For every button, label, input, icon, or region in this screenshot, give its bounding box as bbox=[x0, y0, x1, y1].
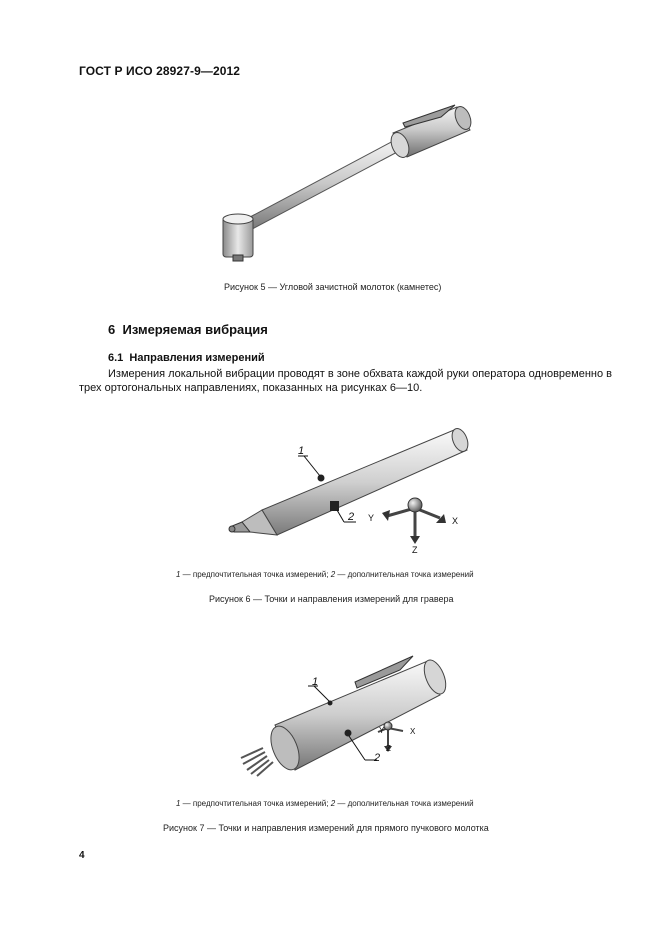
figure-6-caption: Рисунок 6 — Точки и направления измерений для гравера bbox=[209, 594, 454, 604]
figure-7-legend bbox=[176, 799, 474, 808]
fig6-axis-y: Y bbox=[368, 513, 375, 523]
figure-6-engraver-illustration bbox=[222, 410, 482, 560]
section-number: 6 bbox=[108, 322, 116, 337]
fig7-label-2: 2 bbox=[374, 752, 381, 764]
paragraph-line-2: трех ортогональных направлениях, показанных на рисунках 6—10. bbox=[79, 382, 423, 394]
paragraph-6-1 bbox=[79, 367, 628, 395]
subsection-number: 6.1 bbox=[108, 352, 124, 364]
fig6-label-1: 1 bbox=[298, 445, 305, 457]
subsection-6-1-title bbox=[108, 352, 265, 364]
fig6-label-2: 2 bbox=[348, 511, 355, 523]
fig6-legend-num-2: 2 bbox=[330, 570, 336, 579]
figure-5-hammer-illustration bbox=[205, 95, 495, 275]
figure-5-caption: Рисунок 5 — Угловой зачистной молоток (камнетес) bbox=[224, 282, 442, 292]
fig7-legend-text-1: — предпочтительная точка измерений; bbox=[180, 799, 331, 808]
page-number: 4 bbox=[79, 850, 85, 861]
section-6-title bbox=[108, 322, 268, 337]
figure-6-legend bbox=[176, 570, 474, 579]
fig6-legend-num-1: 1 bbox=[176, 570, 181, 579]
fig7-legend-num-2: 2 bbox=[330, 799, 336, 808]
fig7-legend-text-2: — дополнительная точка измерений bbox=[335, 799, 474, 808]
fig6-legend-text-2: — дополнительная точка измерений bbox=[335, 570, 474, 579]
fig6-axis-z: Z bbox=[412, 545, 418, 555]
fig7-axis-x: X bbox=[410, 727, 416, 736]
figure-7-needle-scaler-illustration bbox=[235, 640, 455, 790]
fig7-axis-y: Y bbox=[379, 726, 385, 735]
subsection-title-text: Направления измерений bbox=[129, 352, 265, 364]
fig7-legend-num-1: 1 bbox=[176, 799, 181, 808]
figure-7-caption: Рисунок 7 — Точки и направления измерений для прямого пучкового молотка bbox=[163, 823, 489, 833]
fig7-axis-z: Z bbox=[386, 744, 391, 753]
section-title-text: Измеряемая вибрация bbox=[122, 322, 268, 337]
fig6-axis-x: X bbox=[452, 516, 459, 526]
preferred-point-marker bbox=[318, 475, 325, 482]
fig6-legend-text-1: — предпочтительная точка измерений; bbox=[180, 570, 331, 579]
document-header: ГОСТ Р ИСО 28927-9—2012 bbox=[79, 64, 241, 78]
paragraph-line-1: Измерения локальной вибрации проводят в зоне обхвата каждой руки оператора одновременно в bbox=[108, 368, 613, 380]
axis-triad-fig6 bbox=[382, 498, 446, 544]
fig7-label-1: 1 bbox=[312, 676, 319, 688]
additional-point-marker bbox=[330, 501, 339, 511]
